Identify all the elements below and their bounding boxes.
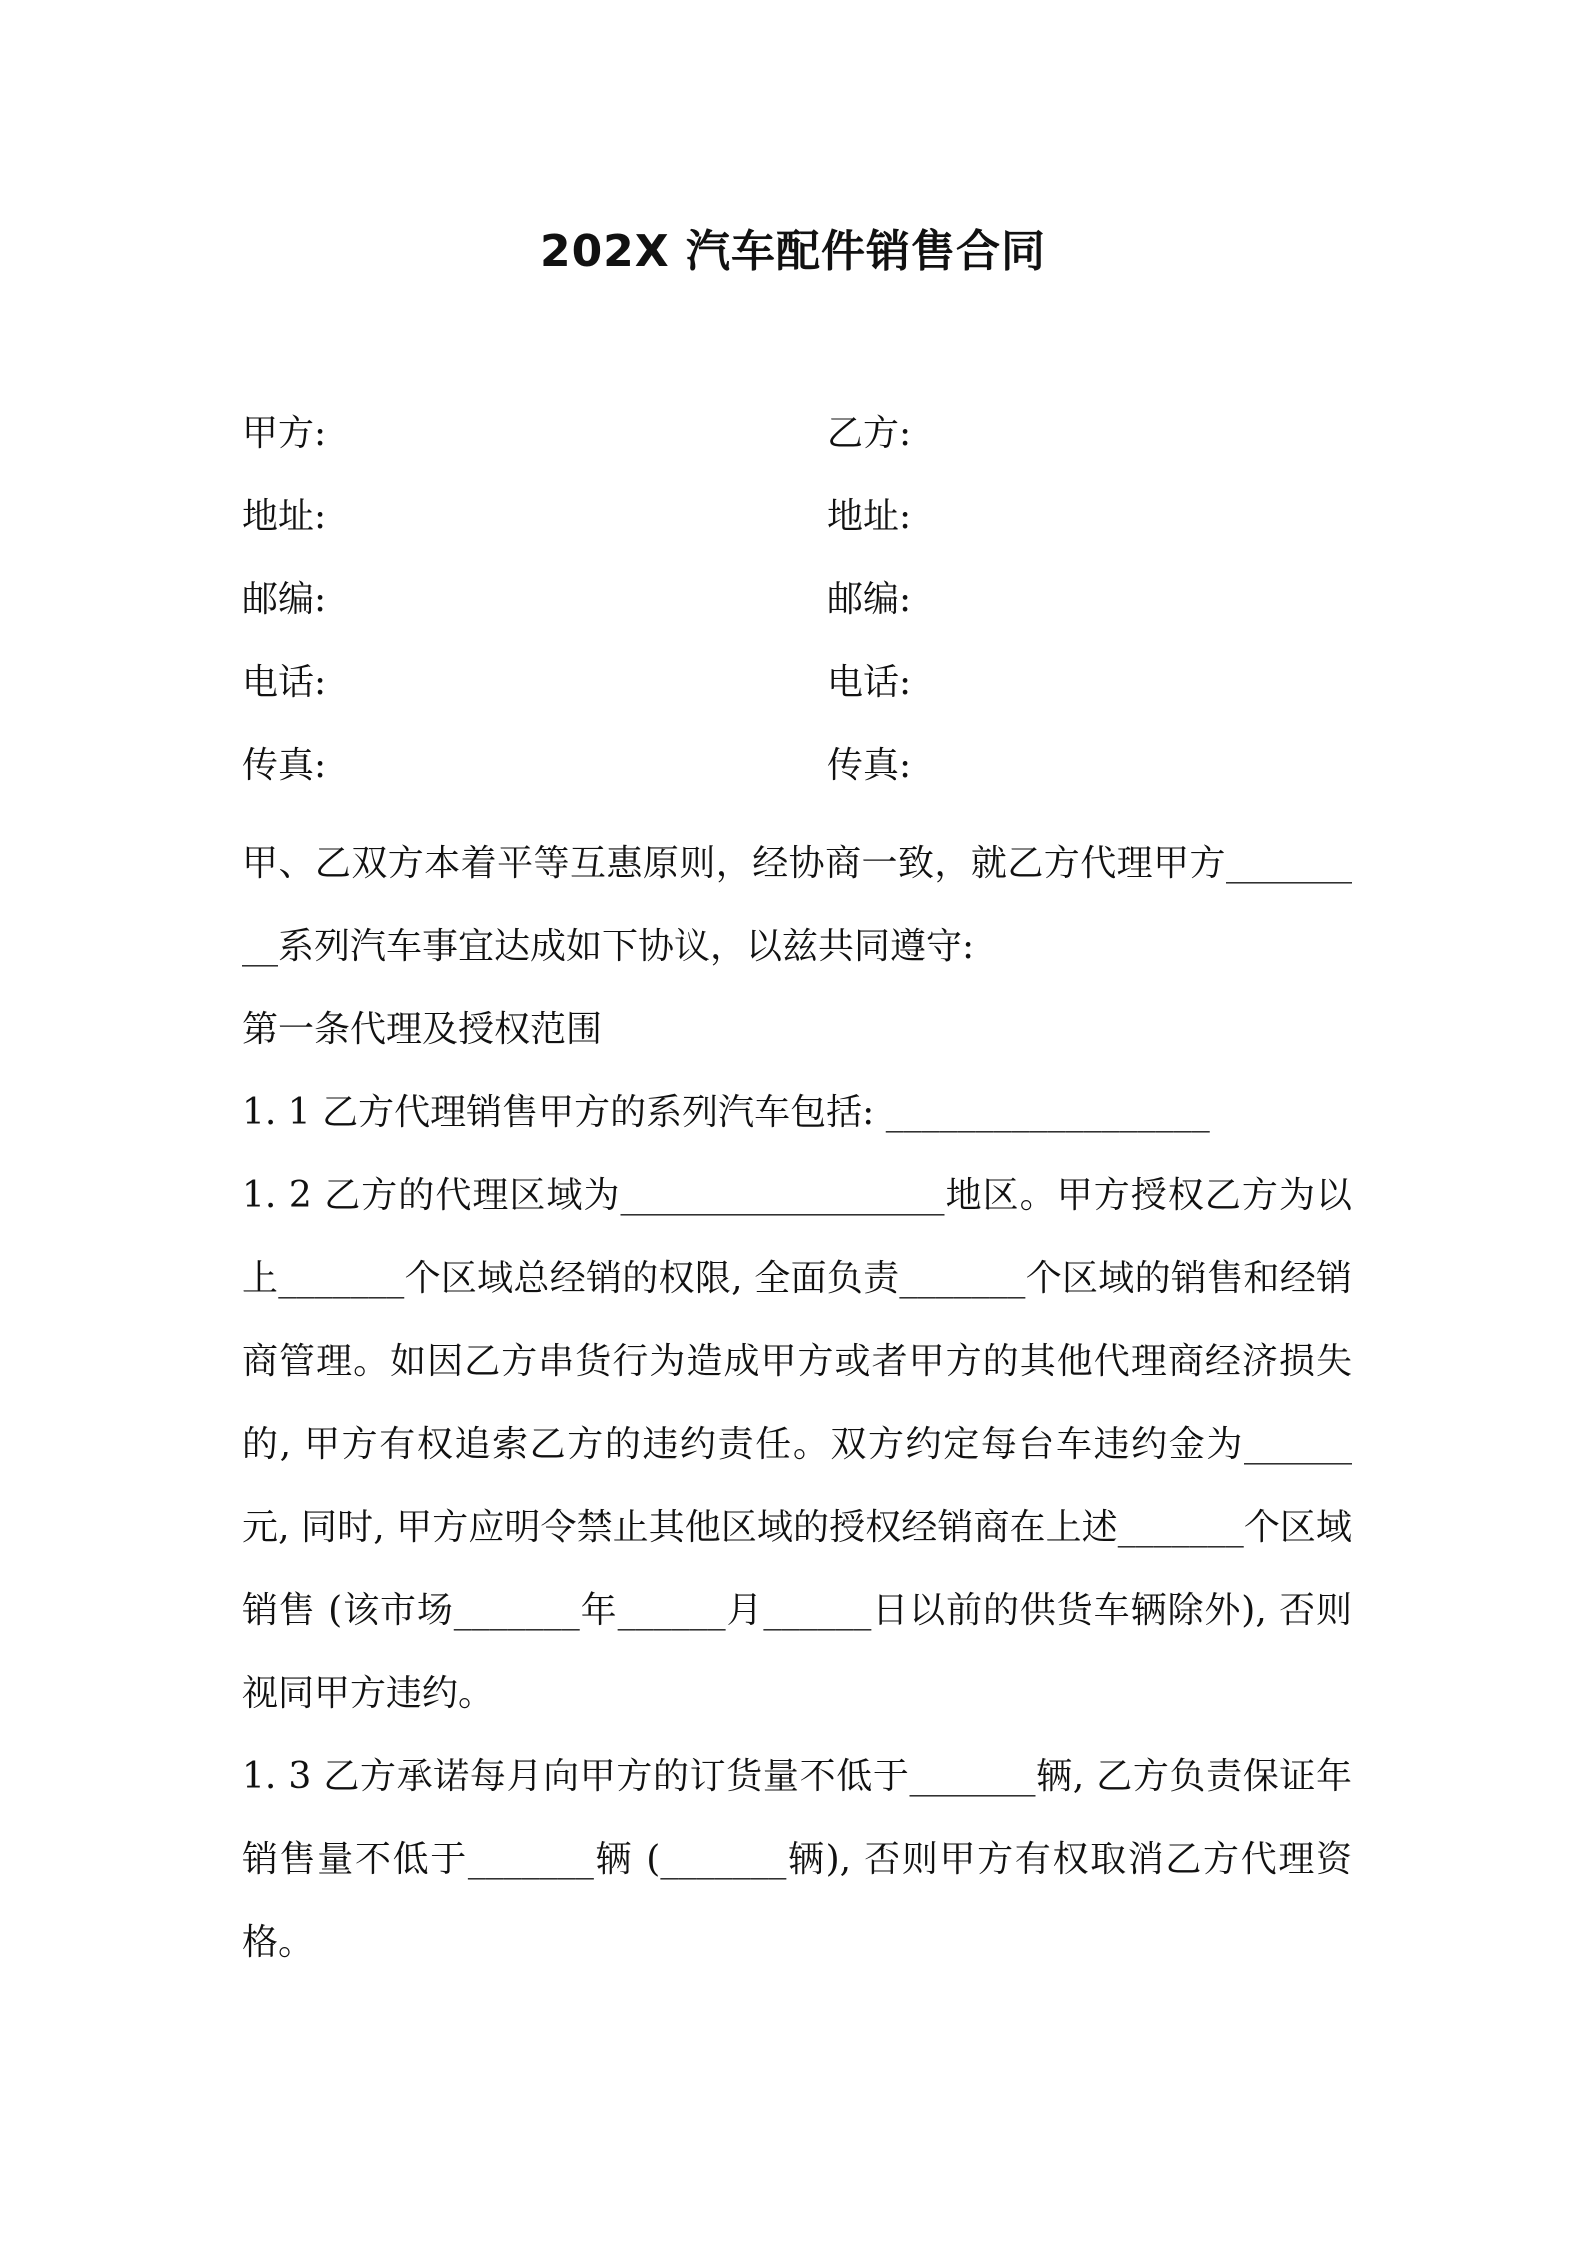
party-a-address-label: 地址: bbox=[242, 496, 327, 537]
party-b-label: 乙方: bbox=[827, 413, 912, 454]
party-b-address-label: 地址: bbox=[827, 496, 912, 537]
party-row-phone bbox=[0, 653, 1586, 713]
party-a-label: 甲方: bbox=[242, 413, 327, 454]
intro-paragraph: 甲、乙双方本着平等互惠原则，经协商一致，就乙方代理甲方_________系列汽车事宜达成如下协议，以兹共同遵守: bbox=[242, 843, 1352, 967]
clause-1-3: 1. 3 乙方承诺每月向甲方的订货量不低于_______辆, 乙方负责保证年销售量不低于_______辆 (_______辆), 否则甲方有权取消乙方代理资格。 bbox=[242, 1756, 1352, 1963]
party-a-postcode-label: 邮编: bbox=[242, 579, 327, 620]
party-row-fax bbox=[0, 736, 1586, 796]
party-row-address bbox=[0, 487, 1586, 547]
party-row-postcode bbox=[0, 570, 1586, 630]
article-1-heading: 第一条代理及授权范围 bbox=[242, 1009, 603, 1050]
party-b-postcode-label: 邮编: bbox=[827, 579, 912, 620]
contract-body bbox=[242, 822, 1352, 1984]
party-row-party bbox=[0, 404, 1586, 464]
party-a-phone-label: 电话: bbox=[242, 662, 327, 703]
clause-1-2: 1. 2 乙方的代理区域为__________________地区。甲方授权乙方为以上_______个区域总经销的权限, 全面负责_______个区域的销售和经销商管理。如因乙方串货行为造成甲方或者甲方的其他代理商经济损失的, 甲方有权追索乙方的违约责任。双方约定每台车违约金为______元, 同时, 甲方应明令禁止其他区域的授权经销商在上述_______个区域销售 (该市场_______年______月______日以前的供货车辆除外), 否则视同甲方违约。 bbox=[242, 1175, 1352, 1714]
document-title: 202X 汽车配件销售合同 bbox=[539, 226, 1047, 277]
clause-1-1: 1. 1 乙方代理销售甲方的系列汽车包括: __________________ bbox=[242, 1092, 1210, 1133]
party-a-fax-label: 传真: bbox=[242, 745, 327, 786]
party-b-phone-label: 电话: bbox=[827, 662, 912, 703]
party-b-fax-label: 传真: bbox=[827, 745, 912, 786]
